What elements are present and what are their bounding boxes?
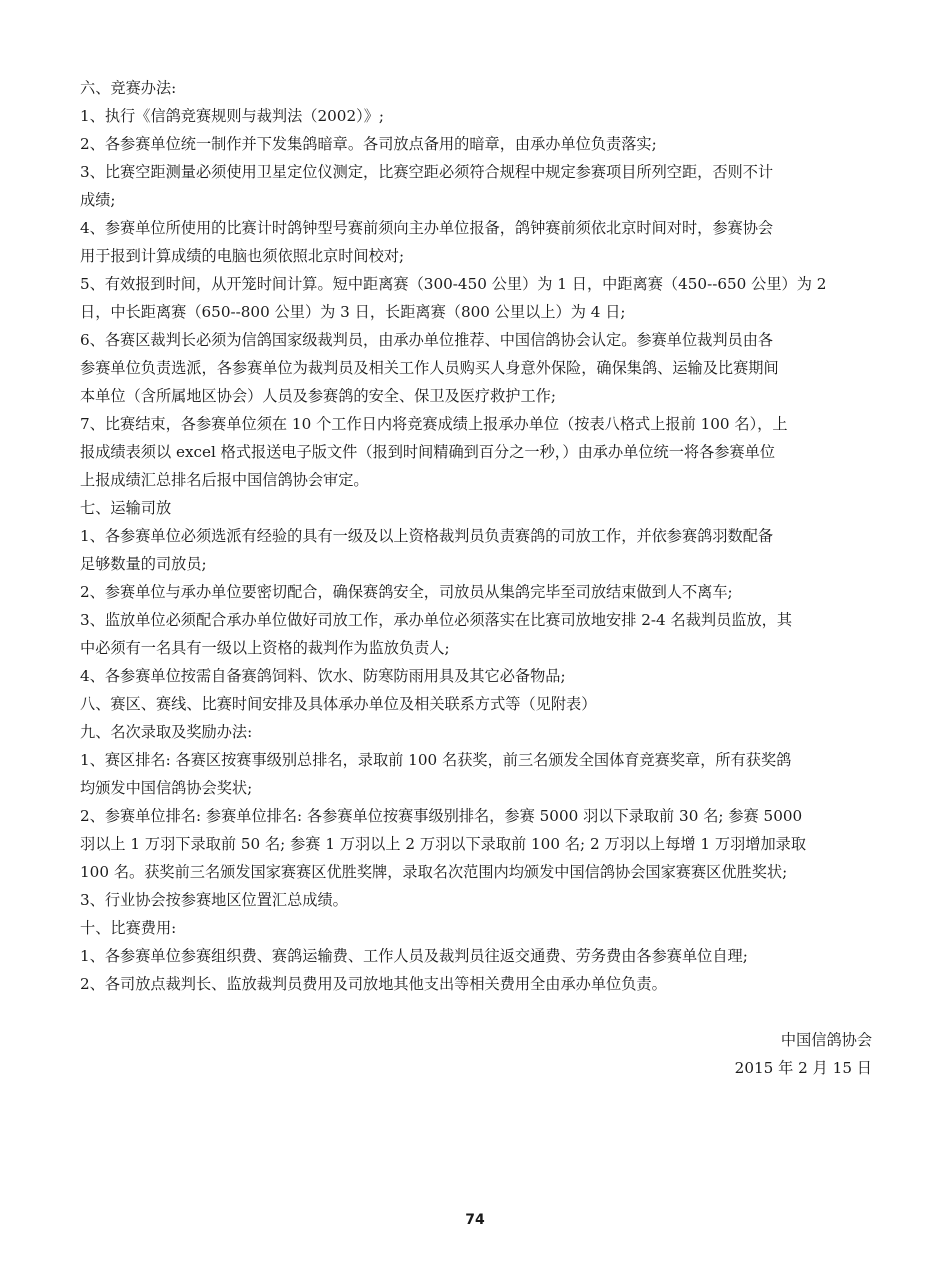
section-heading-8: 八、赛区、赛线、比赛时间安排及具体承办单位及相关联系方式等（见附表） — [80, 695, 597, 713]
text-line: 本单位（含所属地区协会）人员及参赛鸽的安全、保卫及医疗救护工作; — [80, 387, 556, 405]
text-line: 用于报到计算成绩的电脑也须依照北京时间校对; — [80, 247, 405, 265]
text-line: 2、参赛单位排名: 参赛单位排名: 各参赛单位按赛事级别排名，参赛 5000 羽以下录取前 30 名; 参赛 5000 — [80, 807, 803, 825]
text-line: 3、比赛空距测量必须使用卫星定位仪测定，比赛空距必须符合规程中规定参赛项目所列空距，否则不计 — [80, 163, 774, 181]
text-line: 2、参赛单位与承办单位要密切配合，确保赛鸽安全，司放员从集鸽完毕至司放结束做到人不离车; — [80, 583, 733, 601]
text-line: 成绩; — [80, 191, 116, 209]
text-line: 6、各赛区裁判长必须为信鸽国家级裁判员，由承办单位推荐、中国信鸽协会认定。参赛单位裁判员由各 — [80, 331, 774, 349]
text-line: 1、各参赛单位参赛组织费、赛鸽运输费、工作人员及裁判员往返交通费、劳务费由各参赛单位自理; — [80, 947, 748, 965]
text-line: 足够数量的司放员; — [80, 555, 207, 573]
text-line: 100 名。获奖前三名颁发国家赛赛区优胜奖牌，录取名次范围内均颁发中国信鸽协会国家赛赛区优胜奖状; — [80, 863, 788, 881]
signature-date: 2015 年 2 月 15 日 — [734, 1059, 872, 1077]
text-line: 1、赛区排名: 各赛区按赛事级别总排名，录取前 100 名获奖，前三名颁发全国体育竞赛奖章，所有获奖鸽 — [80, 751, 792, 769]
text-line: 羽以上 1 万羽下录取前 50 名; 参赛 1 万羽以上 2 万羽以下录取前 100 名; 2 万羽以上每增 1 万羽增加录取 — [80, 835, 807, 853]
page-number: 74 — [465, 1212, 485, 1228]
section-heading-9: 九、名次录取及奖励办法: — [80, 723, 253, 741]
text-line: 均颁发中国信鸽协会奖状; — [80, 779, 253, 797]
text-line: 2、各参赛单位统一制作并下发集鸽暗章。各司放点备用的暗章，由承办单位负责落实; — [80, 135, 657, 153]
text-line: 参赛单位负责选派，各参赛单位为裁判员及相关工作人员购买人身意外保险，确保集鸽、运输及比赛期间 — [80, 359, 779, 377]
text-line: 中必须有一名具有一级以上资格的裁判作为监放负责人; — [80, 639, 450, 657]
text-line: 5、有效报到时间，从开笼时间计算。短中距离赛（300-450 公里）为 1 日，中距离赛（450--650 公里）为 2 — [80, 275, 827, 293]
text-line: 1、各参赛单位必须选派有经验的具有一级及以上资格裁判员负责赛鸽的司放工作，并依参赛鸽羽数配备 — [80, 527, 774, 545]
section-heading-6: 六、竞赛办法: — [80, 79, 177, 97]
section-heading-10: 十、比赛费用: — [80, 919, 177, 937]
text-line: 上报成绩汇总排名后报中国信鸽协会审定。 — [80, 471, 369, 489]
document-body — [80, 74, 872, 998]
signature-organization: 中国信鸽协会 — [780, 1031, 872, 1049]
text-line: 7、比赛结束，各参赛单位须在 10 个工作日内将竞赛成绩上报承办单位（按表八格式上报前 100 名），上 — [80, 415, 788, 433]
text-line: 3、行业协会按参赛地区位置汇总成绩。 — [80, 891, 348, 909]
text-line: 2、各司放点裁判长、监放裁判员费用及司放地其他支出等相关费用全由承办单位负责。 — [80, 975, 667, 993]
text-line: 日，中长距离赛（650--800 公里）为 3 日，长距离赛（800 公里以上）为 4 日; — [80, 303, 626, 321]
text-line: 4、参赛单位所使用的比赛计时鸽钟型号赛前须向主办单位报备，鸽钟赛前须依北京时间对时，参赛协会 — [80, 219, 774, 237]
text-line: 1、执行《信鸽竞赛规则与裁判法（2002）》; — [80, 107, 385, 125]
section-heading-7: 七、运输司放 — [80, 499, 172, 517]
text-line: 报成绩表须以 excel 格式报送电子版文件（报到时间精确到百分之一秒，）由承办单位统一将各参赛单位 — [80, 443, 776, 461]
text-line: 4、各参赛单位按需自备赛鸽饲料、饮水、防寒防雨用具及其它必备物品; — [80, 667, 566, 685]
text-line: 3、监放单位必须配合承办单位做好司放工作，承办单位必须落实在比赛司放地安排 2-4 名裁判员监放，其 — [80, 611, 793, 629]
